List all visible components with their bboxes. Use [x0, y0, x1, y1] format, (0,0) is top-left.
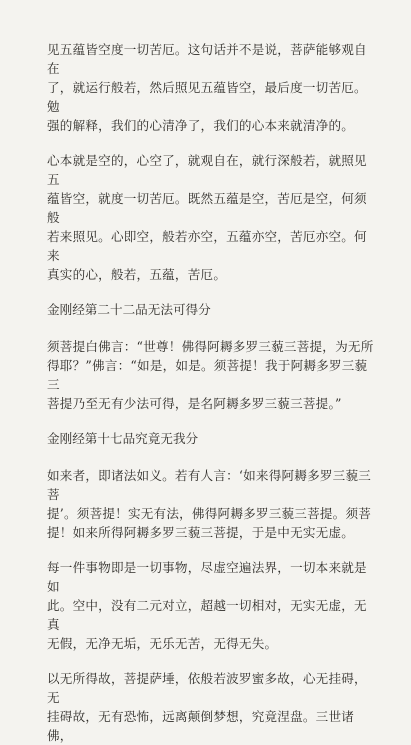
- section-heading-17: 金刚经第十七品究竟无我分: [47, 431, 199, 446]
- paragraph-2: 心本就是空的，心空了，就观自在，就行深般若，就照见五 蕴皆空，就度一切苦厄。既然五蕴是空，苦厄是空，何须般 若来照见。心即空，般若亦空，五蕴亦空，苦厄亦空。何来 真实的心，般若，五蕴，苦厄。: [47, 153, 367, 282]
- paragraph-4: 如来者，即诸法如义。若有人言：‘如来得阿耨多罗三藐三菩 提’。须菩提！实无有法，佛得阿耨多罗三藐三菩提。须菩 提！如来所得阿耨多罗三藐三菩提，于是中无实无虚。: [47, 468, 372, 540]
- section-heading-22: 金刚经第二十二品无法可得分: [47, 302, 211, 317]
- paragraph-3: 须菩提白佛言：“世尊！佛得阿耨多罗三藐三菩提，为无所 得耶？”佛言：“如是，如是。须菩提！我于阿耨多罗三藐三 菩提乃至无有少法可得，是名阿耨多罗三藐三菩提。”: [47, 339, 374, 411]
- paragraph-6: 以无所得故，菩提萨埵，依般若波罗蜜多故，心无挂碍，无 挂碍故，无有恐怖，远离颠倒梦想，究竟涅盘。三世诸佛，: [47, 671, 367, 743]
- paragraph-1: 见五蕴皆空度一切苦厄。这句话并不是说，菩萨能够观自在 了，就运行般若，然后照见五蕴皆空，最后度一切苦厄。勉 强的解释，我们的心清净了，我们的心本来就清净的。: [47, 42, 367, 133]
- paragraph-5: 每一件事物即是一切事物，尽虚空遍法界，一切本来就是如 此。空中，没有二元对立，超越一切相对，无实无虚，无真 无假，无净无垢，无乐无苦，无得无失。: [47, 560, 367, 651]
